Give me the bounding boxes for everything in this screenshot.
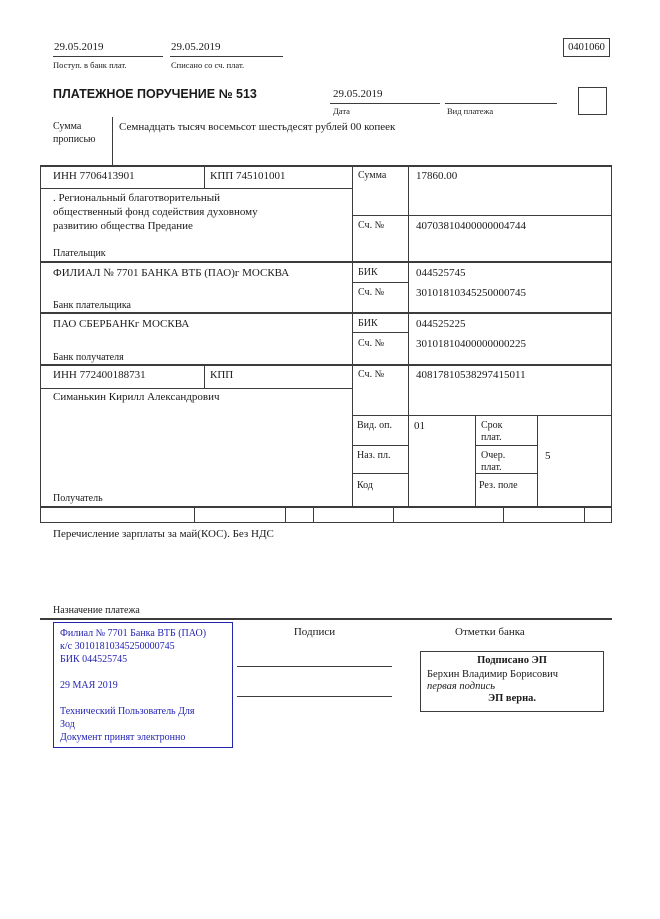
payee-inn: ИНН 772400188731 [53,369,146,381]
grid-line [40,312,612,314]
grid-line [40,522,612,523]
grid-line [475,445,537,446]
payment-purpose-text: Перечисление зарплаты за май(КОС). Без НДС [53,528,274,540]
amount-label: Сумма [358,170,387,181]
grid-line [40,188,352,189]
received-date-label: Поступ. в банк плат. [53,60,127,70]
grid-line [475,415,476,506]
tax-strip-divider [393,506,394,523]
reserve-field-label: Рез. поле [479,480,518,491]
priority-label-1: Очер. [481,450,506,461]
grid-line [352,215,612,216]
esign-signature-kind: первая подпись [427,681,496,692]
op-type-label: Вид. оп. [357,420,392,431]
stamp-user-line-2: Зод [60,719,75,730]
purpose-code-label: Наз. пл. [357,450,391,461]
esign-signer-name: Берхин Владимир Борисович [427,669,558,680]
payee-account: 40817810538297415011 [416,369,526,381]
payer-bank-name: ФИЛИАЛ № 7701 БАНКА ВТБ (ПАО)г МОСКВА [53,267,290,279]
priority-value: 5 [545,450,551,462]
received-date: 29.05.2019 [54,41,104,53]
amount-words-label-1: Сумма [53,121,82,132]
payee-bank-section-label: Банк получателя [53,352,124,363]
date-underline [330,103,440,104]
amount-words-value: Семнадцать тысяч восемьсот шестьдесят рублей 00 копеек [119,121,396,133]
payee-name: Симанькин Кирилл Александрович [53,391,220,403]
amount-value: 17860.00 [416,170,458,182]
grid-line [40,506,612,508]
payer-bank-bik: 044525745 [416,267,466,279]
grid-line [40,261,612,263]
payer-account-label: Сч. № [358,220,385,231]
bank-stamp [53,622,233,748]
grid-line [40,165,612,167]
grid-line [352,415,612,416]
payee-bank-bik-label: БИК [358,318,378,329]
stamp-user-line-1: Технический Пользователь Для [60,706,195,717]
tax-strip-divider [584,506,585,523]
stamp-accepted-line: Документ принят электронно [60,732,186,743]
signatures-heading: Подписи [293,626,336,638]
payer-section-label: Плательщик [53,248,106,259]
tax-strip-divider [503,506,504,523]
due-date-label-1: Срок [481,420,503,431]
debited-date-underline [170,56,283,57]
purpose-underline [40,618,612,620]
debited-date: 29.05.2019 [171,41,221,53]
grid-line [352,332,408,333]
signature-line [237,666,392,667]
payer-name-line: общественный фонд содействия духовному [53,206,258,218]
grid-line [352,165,353,506]
grid-line [40,165,41,523]
payee-account-label: Сч. № [358,369,385,380]
amount-words-divider [112,117,113,165]
payer-status-box [578,87,607,115]
due-date-label-2: плат. [481,432,502,443]
payee-kpp-label: КПП [210,369,234,381]
grid-line [611,165,612,523]
tax-strip-divider [313,506,314,523]
payee-bank-bik: 044525225 [416,318,466,330]
document-date: 29.05.2019 [333,88,383,100]
payer-bank-account-label: Сч. № [358,287,385,298]
grid-line [352,282,408,283]
esign-verified-note: ЭП верна. [487,693,536,704]
grid-line [475,473,537,474]
date-label: Дата [333,106,350,116]
tax-strip-divider [194,506,195,523]
grid-line [204,364,205,388]
grid-line [40,388,352,389]
form-code-box: 0401060 [563,38,610,57]
payee-bank-account-label: Сч. № [358,338,385,349]
payment-type-label: Вид платежа [447,106,494,116]
payer-inn: ИНН 7706413901 [53,170,135,182]
signature-line [237,696,392,697]
stamp-date: 29 МАЯ 2019 [60,680,118,691]
tax-strip-divider [285,506,286,523]
stamp-bik: БИК 044525745 [60,654,128,665]
payer-bank-section-label: Банк плательщика [53,300,131,311]
payer-bank-account: 30101810345250000745 [416,287,526,299]
payer-kpp: КПП 745101001 [210,170,286,182]
payer-name-line: развитию общества Предание [53,220,193,232]
grid-line [204,165,205,188]
payee-bank-name: ПАО СБЕРБАНКг МОСКВА [53,318,190,330]
esign-box [420,651,604,712]
op-type-value: 01 [414,420,425,432]
stamp-bank-name: Филиал № 7701 Банка ВТБ (ПАО) [60,628,207,639]
grid-line [537,415,538,506]
payer-bank-bik-label: БИК [358,267,378,278]
document-title: ПЛАТЕЖНОЕ ПОРУЧЕНИЕ № 513 [53,87,257,101]
grid-line [352,445,408,446]
received-date-underline [53,56,163,57]
stamp-corr-account: к/с 30101810345250000745 [60,641,175,652]
payee-section-label: Получатель [53,493,103,504]
payee-bank-account: 30101810400000000225 [416,338,526,350]
payment-type-underline [445,103,557,104]
bank-marks-heading: Отметки банка [455,626,525,638]
code-label: Код [357,480,373,491]
debited-date-label: Списано со сч. плат. [171,60,245,70]
payment-purpose-label: Назначение платежа [53,605,140,616]
grid-line [408,165,409,506]
amount-words-label-2: прописью [53,134,96,145]
grid-line [352,473,408,474]
stamp-spacer [60,692,226,705]
payer-name-line: . Региональный благотворительный [53,192,220,204]
esign-title: Подписано ЭП [477,655,547,666]
priority-label-2: плат. [481,462,502,473]
grid-line [40,364,612,366]
stamp-spacer [60,666,226,679]
payer-account: 40703810400000004744 [416,220,526,232]
